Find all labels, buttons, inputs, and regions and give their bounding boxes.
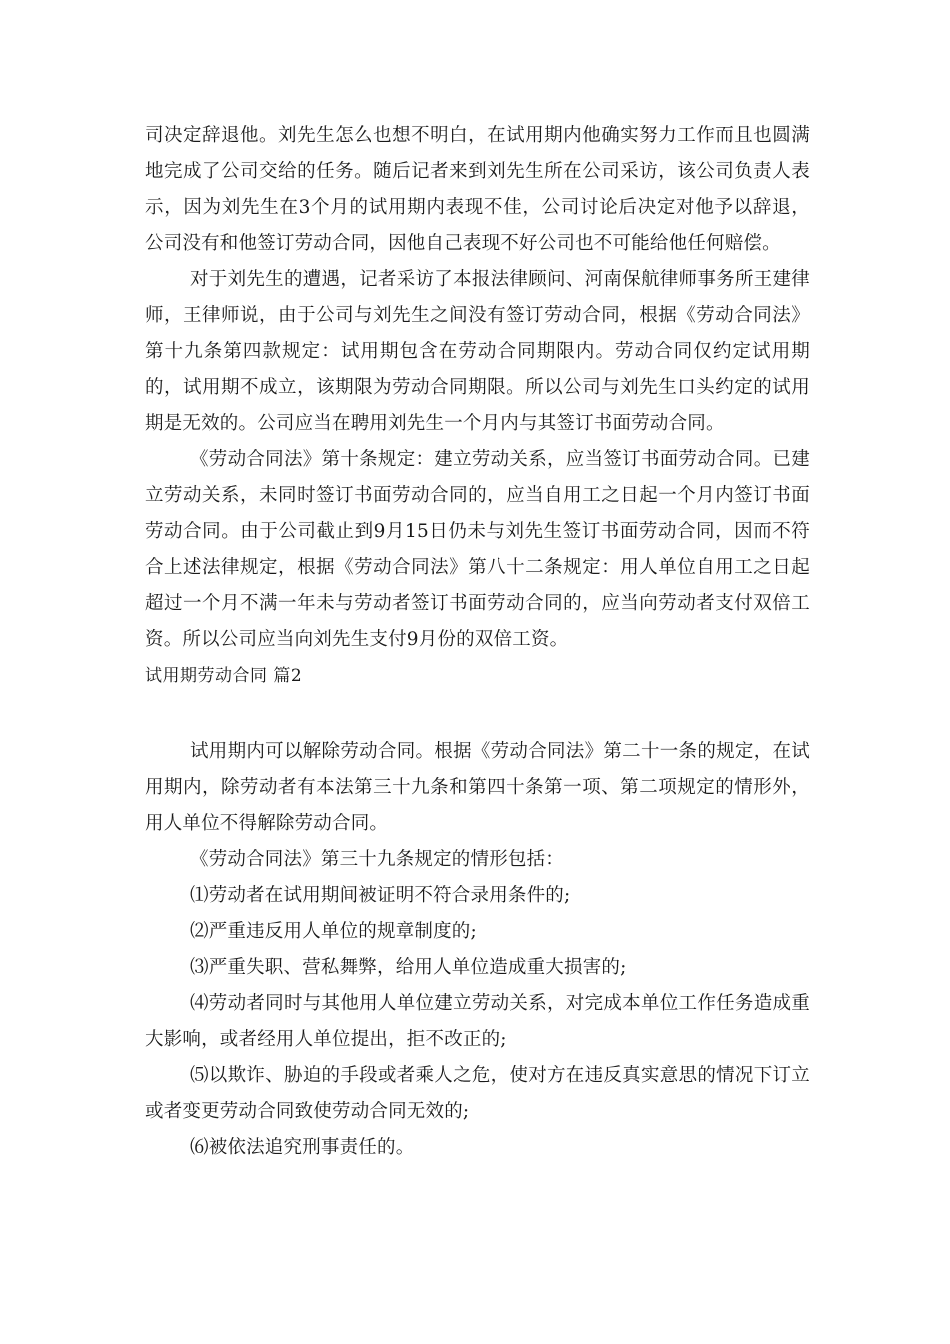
paragraph-lawyer-opinion: 对于刘先生的遭遇，记者采访了本报法律顾问、河南保航律师事务所王建律师，王律师说，由于公司与刘先生之间没有签订劳动合同，根据《劳动合同法》第十九条第四款规定：试用期包含在劳动合同期限内。劳动合同仅约定试用期的，试用期不成立，该期限为劳动合同期限。所以公司与刘先生口头约定的试用期是无效的。公司应当在聘用刘先生一个月内与其签订书面劳动合同。 [145,269,810,434]
document-page [145,118,810,1166]
list-item-1: ⑴劳动者在试用期间被证明不符合录用条件的; [190,885,571,906]
list-item-4: ⑷劳动者同时与其他用人单位建立劳动关系，对完成本单位工作任务造成重大影响，或者经用人单位提出，拒不改正的; [145,993,810,1050]
paragraph-article-10: 《劳动合同法》第十条规定：建立劳动关系，应当签订书面劳动合同。已建立劳动关系，未同时签订书面劳动合同的，应当自用工之日起一个月内签订书面劳动合同。由于公司截止到9月15日仍未与刘先生签订书面劳动合同，因而不符合上述法律规定，根据《劳动合同法》第八十二条规定：用人单位自用工之日起超过一个月不满一年未与劳动者签订书面劳动合同的，应当向劳动者支付双倍工资。所以公司应当向刘先生支付9月份的双倍工资。 [145,449,810,650]
paragraph-article-39-intro: 《劳动合同法》第三十九条规定的情形包括： [190,849,565,870]
section-gap [145,694,810,734]
list-item-3: ⑶严重失职、营私舞弊，给用人单位造成重大损害的; [190,957,627,978]
list-item-5: ⑸以欺诈、胁迫的手段或者乘人之危，使对方在违反真实意思的情况下订立或者变更劳动合同致使劳动合同无效的; [145,1065,810,1122]
section-heading: 试用期劳动合同 篇2 [145,666,303,686]
paragraph-continuation: 司决定辞退他。刘先生怎么也想不明白，在试用期内他确实努力工作而且也圆满地完成了公司交给的任务。随后记者来到刘先生所在公司采访，该公司负责人表示，因为刘先生在3个月的试用期内表现不佳，公司讨论后决定对他予以辞退，公司没有和他签订劳动合同，因他自己表现不好公司也不可能给他任何赔偿。 [145,125,810,254]
list-item-2: ⑵严重违反用人单位的规章制度的; [190,921,477,942]
list-item-6: ⑹被依法追究刑事责任的。 [190,1137,415,1158]
paragraph-article-21: 试用期内可以解除劳动合同。根据《劳动合同法》第二十一条的规定，在试用期内，除劳动者有本法第三十九条和第四十条第一项、第二项规定的情形外，用人单位不得解除劳动合同。 [145,741,810,834]
